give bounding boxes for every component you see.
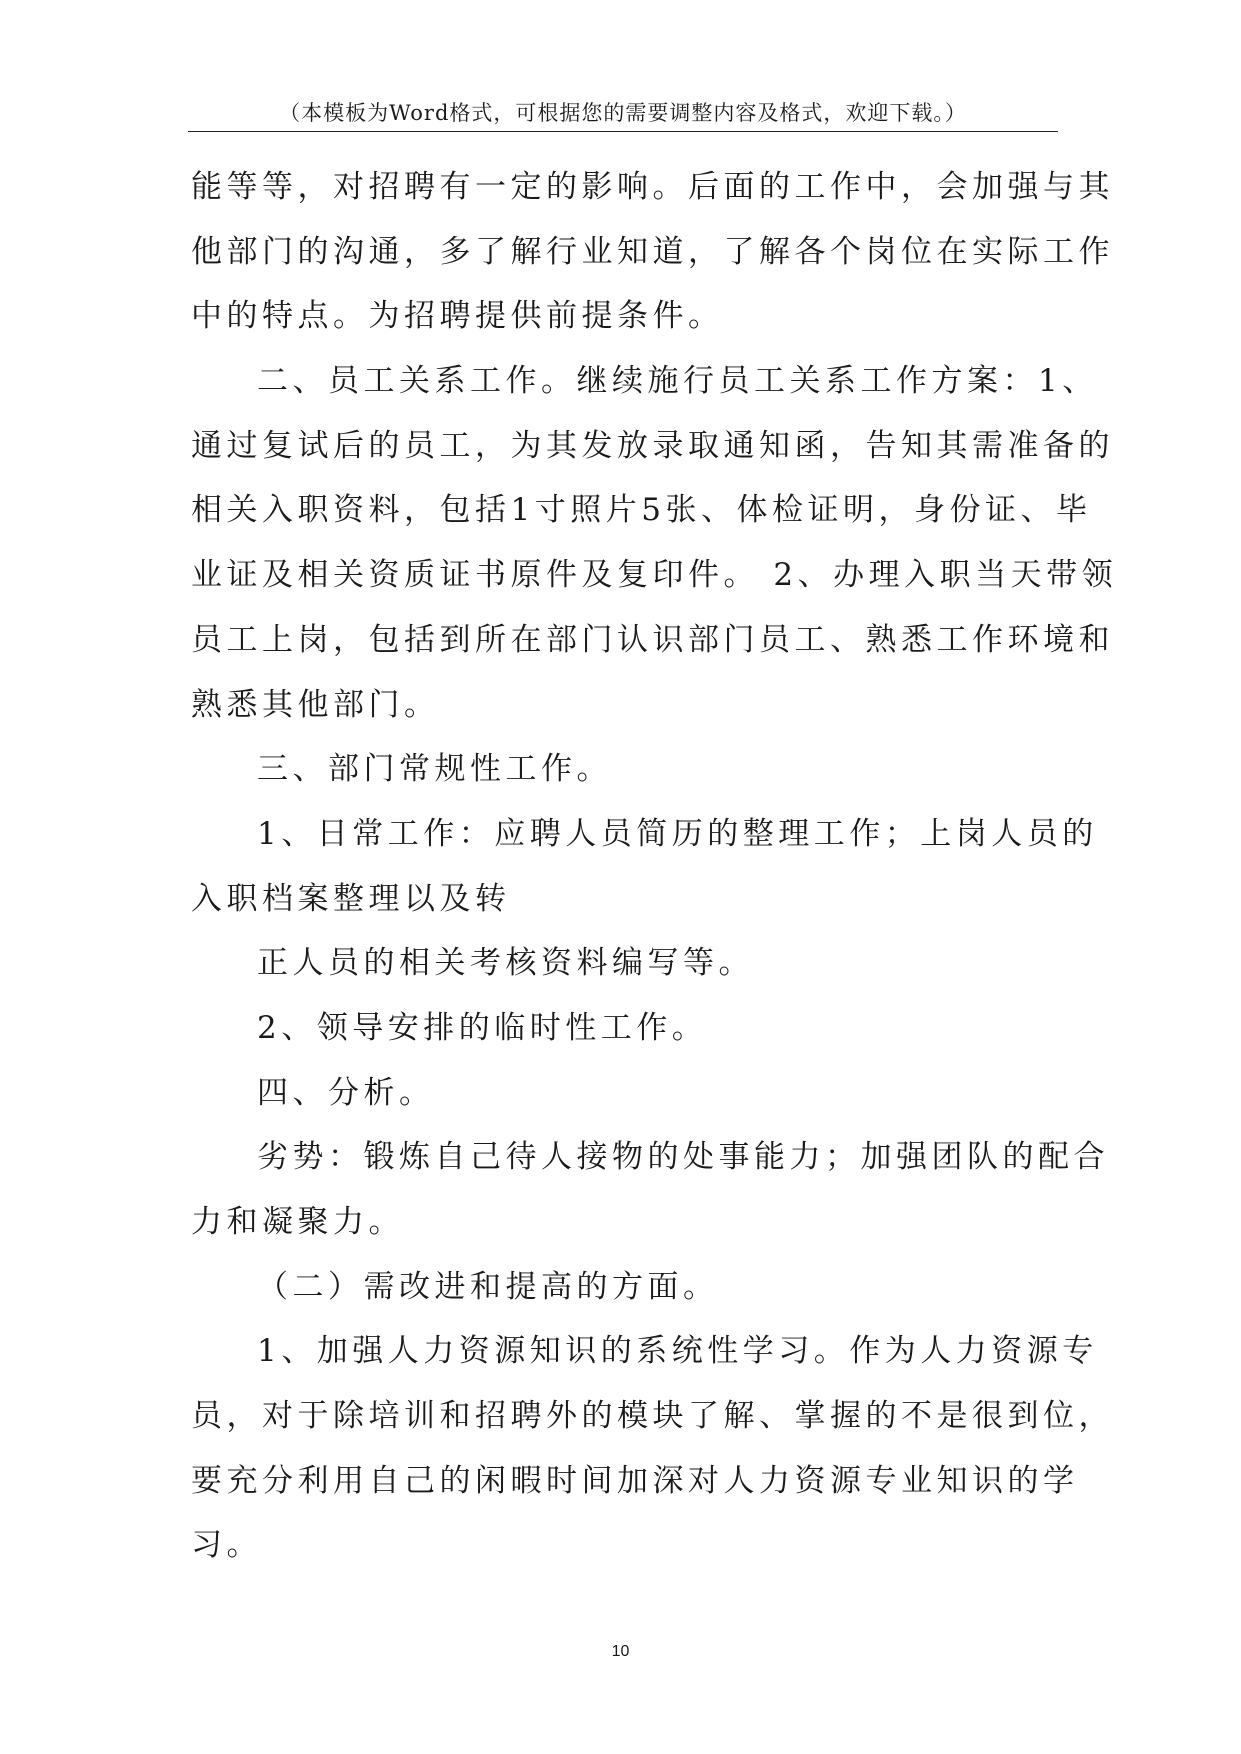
- text-line: 习。: [191, 1527, 262, 1564]
- text-line: 劣势：锻炼自己待人接物的处事能力；加强团队的配合: [257, 1139, 1109, 1176]
- header-divider: [188, 131, 1058, 132]
- text-line: 相关入职资料，包括1寸照片5张、体检证明，身份证、毕: [191, 492, 1092, 529]
- text-line: 能等等，对招聘有一定的影响。后面的工作中，会加强与其: [191, 169, 1114, 205]
- text-line: 员工上岗，包括到所在部门认识部门员工、熟悉工作环境和: [191, 621, 1114, 658]
- text-line: 入职档案整理以及转: [191, 880, 511, 917]
- text-line: 业证及相关资质证书原件及复印件。 2、办理入职当天带领: [191, 557, 1118, 594]
- text-line: 1、加强人力资源知识的系统性学习。作为人力资源专: [257, 1333, 1098, 1370]
- text-line: 员，对于除培训和招聘外的模块了解、掌握的不是很到位，: [191, 1398, 1114, 1435]
- text-line: 2、领导安排的临时性工作。: [257, 1009, 708, 1046]
- text-line: 要充分利用自己的闲暇时间加深对人力资源专业知识的学: [191, 1462, 1079, 1499]
- body-text: [191, 155, 1118, 1578]
- text-line: 中的特点。为招聘提供前提条件。: [191, 298, 724, 335]
- section-heading-analysis: 四、分析。: [257, 1074, 435, 1111]
- section-heading-routine-work: 三、部门常规性工作。: [257, 751, 612, 788]
- text-line: 正人员的相关考核资料编写等。: [257, 945, 754, 982]
- section-heading-employee-relations: 二、员工关系工作。继续施行员工关系工作方案：1、: [257, 363, 1098, 400]
- header-note: （本模板为Word格式，可根据您的需要调整内容及格式，欢迎下载。）: [279, 101, 967, 125]
- section-heading-improvements: （二）需改进和提高的方面。: [257, 1268, 719, 1305]
- text-line: 1、日常工作：应聘人员简历的整理工作；上岗人员的: [257, 815, 1098, 852]
- text-line: 力和凝聚力。: [191, 1204, 404, 1240]
- text-line: 通过复试后的员工，为其发放录取通知函，告知其需准备的: [191, 427, 1114, 464]
- text-line: 熟悉其他部门。: [191, 686, 440, 723]
- page-number: 10: [611, 1643, 630, 1660]
- text-line: 他部门的沟通，多了解行业知道，了解各个岗位在实际工作: [191, 233, 1114, 270]
